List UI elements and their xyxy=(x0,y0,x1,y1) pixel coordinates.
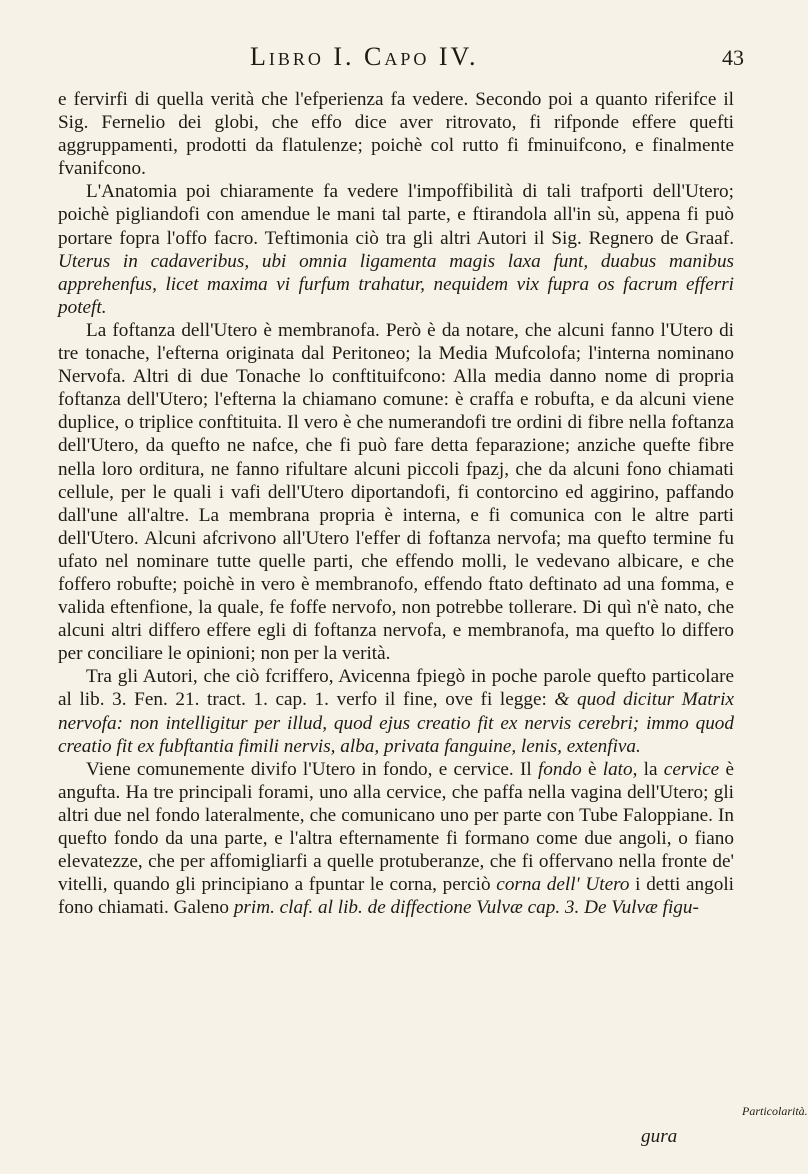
body-text xyxy=(58,88,734,919)
italic-text: lato xyxy=(602,758,633,780)
text-run: L'Anatomia poi chiaramente fa vedere l'impoffibilità di tali trafporti dell'Utero; poichè pigliandofi con amendue le mani tal parte, e ftirandola all'in sù, appena fi può portare fopra l'offo facro. Teftimonia ciò tra gli altri Autori il Sig. Regnero de Graaf. xyxy=(58,181,734,249)
paragraph xyxy=(58,758,734,920)
italic-text: cervice xyxy=(663,758,720,780)
italic-text: fondo xyxy=(537,758,582,780)
marginal-note: Particolarità. xyxy=(742,1104,808,1118)
text-run: Tra gli Autori, che ciò fcriffero, Avicenna fpiegò in poche parole quefto particolare al lib. 3. Fen. 21. tract. 1. cap. 1. verfo il fine, ove fi legge: xyxy=(58,666,734,711)
catchword: gura xyxy=(641,1126,678,1147)
running-head xyxy=(0,42,800,76)
running-title: Libro I. Capo IV. xyxy=(250,42,479,71)
text-run: , la xyxy=(632,758,664,780)
paragraph xyxy=(58,319,734,665)
page-number: 43 xyxy=(722,45,744,70)
text-run: La foftanza dell'Utero è membranofa. Però è da notare, che alcuni fanno l'Utero di tre tonache, l'efterna originata dal Peritoneo; la Media Mufcolofa; l'interna nominano Nervofa. Altri di due Tonache lo conftituifcono: Alla media danno nome di propria foftanza dell'Utero; l'efterna la chiamano comune: è craffa e robufta, e da alcuni viene duplice, o triplice conftituita. Il vero è che numerandofi tre ordini di fibre nella foftanza dell'Utero, da quefto ne nafce, che fi può fare detta feparazione; anziche quefte fibre nella loro orditura, ne fanno rifultare alcuni piccoli fpazj, che da alcuni fono chiamati cellule, per le quali i vafi dell'Utero diportandofi, fi contorcino ed aggirino, paffando dall'une all'altre. La membrana propria è interna, e fi comunica con le altre parti dell'Utero. Alcuni afcrivono all'Utero l'effer di foftanza nervofa; ma quefto termine fu ufato nel nominare tutte quelle parti, che effendo molli, le vedevano albicare, e che foffero robufte; poichè in vero è membranofo, effendo ftato deftinato ad una fomma, e valida eftenfione, la quale, fe foffe nervofo, non potrebbe tollerare. Di quì n'è nato, che alcuni altri differo effere egli di foftanza nervofa, e membranofa, ma quefto lo differo per conciliare le opinioni; non per la verità. xyxy=(58,319,734,665)
text-run: è xyxy=(581,758,603,780)
italic-text: prim. claf. al lib. de diffectione Vulvæ cap. 3. De Vulvæ figu- xyxy=(233,897,699,919)
paragraph xyxy=(58,665,734,757)
paragraph xyxy=(58,180,734,319)
text-run: e fervirfi di quella verità che l'efperienza fa vedere. Secondo poi a quanto riferifce il Sig. Fernelio dei globi, che effo dice aver ritrovato, fi rifponde effere quefti aggruppamenti, prodotti da flatulenze; poichè col rutto fi fminuifcono, e finalmente fvanifcono. xyxy=(58,89,734,180)
text-run: è angufta. Ha tre principali forami, uno alla cervice, che paffa nella vagina dell'Utero; gli altri due nel fondo lateralmente, che comunicano uno per parte con Tube Faloppiane. In quefto fondo da una parte, e l'altra efternamente fi formano come due angoli, o fiano elevatezze, che per affomigliarfi a quelle protuberanze, che fi offervano nella fronte de' vitelli, quando gli principiano a fpuntar le corna, perciò xyxy=(58,758,734,896)
text-run: i detti angoli fono chiamati. Galeno xyxy=(58,874,734,919)
italic-text: & quod dicitur Matrix nervofa: non intelligitur per illud, quod ejus creatio fit ex nervis cerebri; immo quod creatio fit ex fubftantia fimili nervis, alba, privata fanguine, lenis, extenfiva. xyxy=(58,689,734,757)
text-run: Viene comunemente divifo l'Utero in fondo, e cervice. Il xyxy=(86,758,538,780)
italic-text: corna dell' Utero xyxy=(496,874,630,896)
paragraph xyxy=(58,88,734,180)
italic-text: Uterus in cadaveribus, ubi omnia ligamenta magis laxa funt, duabus manibus apprehenfus, licet maxima vi furfum trahatur, nequidem vix fupra os facrum efferri poteft. xyxy=(58,250,734,318)
